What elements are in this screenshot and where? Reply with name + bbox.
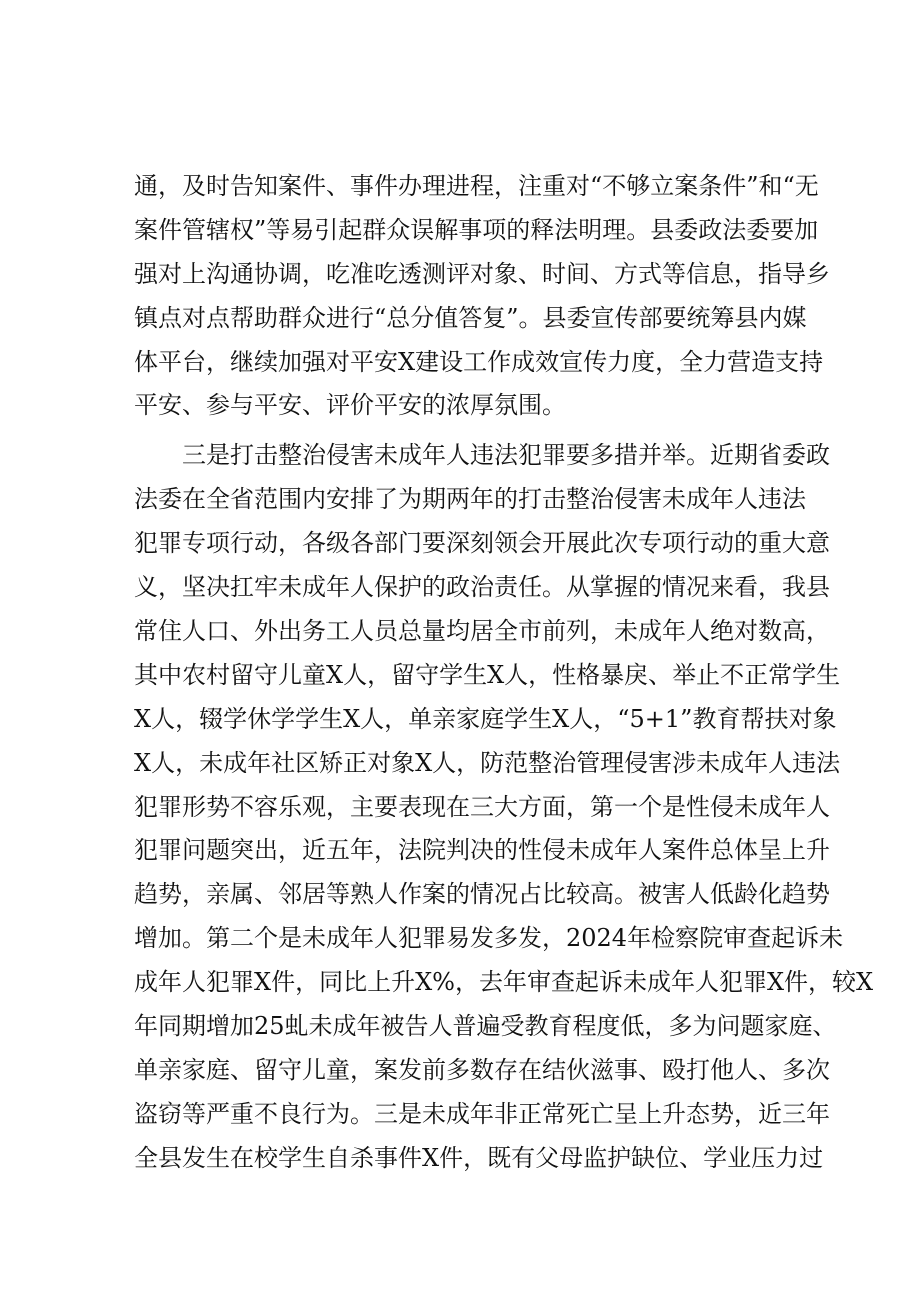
- text-line: 年同期增加25虬未成年被告人普遍受教育程度低，多为问题家庭、: [134, 1012, 837, 1040]
- paragraph-first-line: 三是打击整治侵害未成年人违法犯罪要多措并举。近期省委政: [182, 441, 830, 469]
- text-line: 盗窃等严重不良行为。三是未成年非正常死亡呈上升态势，近三年: [134, 1100, 830, 1128]
- text-line: 通，及时告知案件、事件办理进程，注重对“不够立案条件”和“无: [134, 172, 819, 200]
- text-line: X人，未成年社区矫正对象X人，防范整治管理侵害涉未成年人违法: [134, 749, 841, 777]
- text-line: X人，辍学休学学生X人，单亲家庭学生X人，“5+1”教育帮扶对象: [134, 705, 837, 733]
- text-line: 体平台，继续加强对平安X建设工作成效宣传力度，全力营造支持: [134, 348, 824, 376]
- text-line: 案件管辖权”等易引起群众误解事项的释法明理。县委政法委要加: [134, 216, 819, 244]
- text-line: 义，坚决扛牢未成年人保护的政治责任。从掌握的情况来看，我县: [134, 573, 830, 601]
- text-line: 成年人犯罪X件，同比上升X%，去年审查起诉未成年人犯罪X件，较X: [134, 968, 874, 996]
- text-line: 镇点对点帮助群众进行“总分值答复”。县委宣传部要统筹县内媒: [134, 304, 807, 332]
- text-line: 趋势，亲属、邻居等熟人作案的情况占比较高。被害人低龄化趋势: [134, 880, 830, 908]
- text-line: 增加。第二个是未成年人犯罪易发多发，2024年检察院审查起诉未: [134, 924, 844, 952]
- text-line: 全县发生在校学生自杀事件X件，既有父母监护缺位、学业压力过: [134, 1144, 824, 1172]
- text-line: 常住人口、外出务工人员总量均居全市前列，未成年人绝对数高，: [134, 617, 830, 645]
- text-line: 犯罪专项行动，各级各部门要深刻领会开展此次专项行动的重大意: [134, 529, 830, 557]
- text-line: 强对上沟通协调，吃准吃透测评对象、时间、方式等信息，指导乡: [134, 260, 830, 288]
- text-line: 法委在全省范围内安排了为期两年的打击整治侵害未成年人违法: [134, 485, 806, 513]
- text-line: 平安、参与平安、评价平安的浓厚氛围。: [134, 391, 566, 419]
- text-line: 单亲家庭、留守儿童，案发前多数存在结伙滋事、殴打他人、多次: [134, 1056, 830, 1084]
- text-line: 其中农村留守儿童X人，留守学生X人，性格暴戾、举止不正常学生: [134, 661, 841, 689]
- text-line: 犯罪问题突出，近五年，法院判决的性侵未成年人案件总体呈上升: [134, 836, 830, 864]
- text-line: 犯罪形势不容乐观，主要表现在三大方面，第一个是性侵未成年人: [134, 793, 830, 821]
